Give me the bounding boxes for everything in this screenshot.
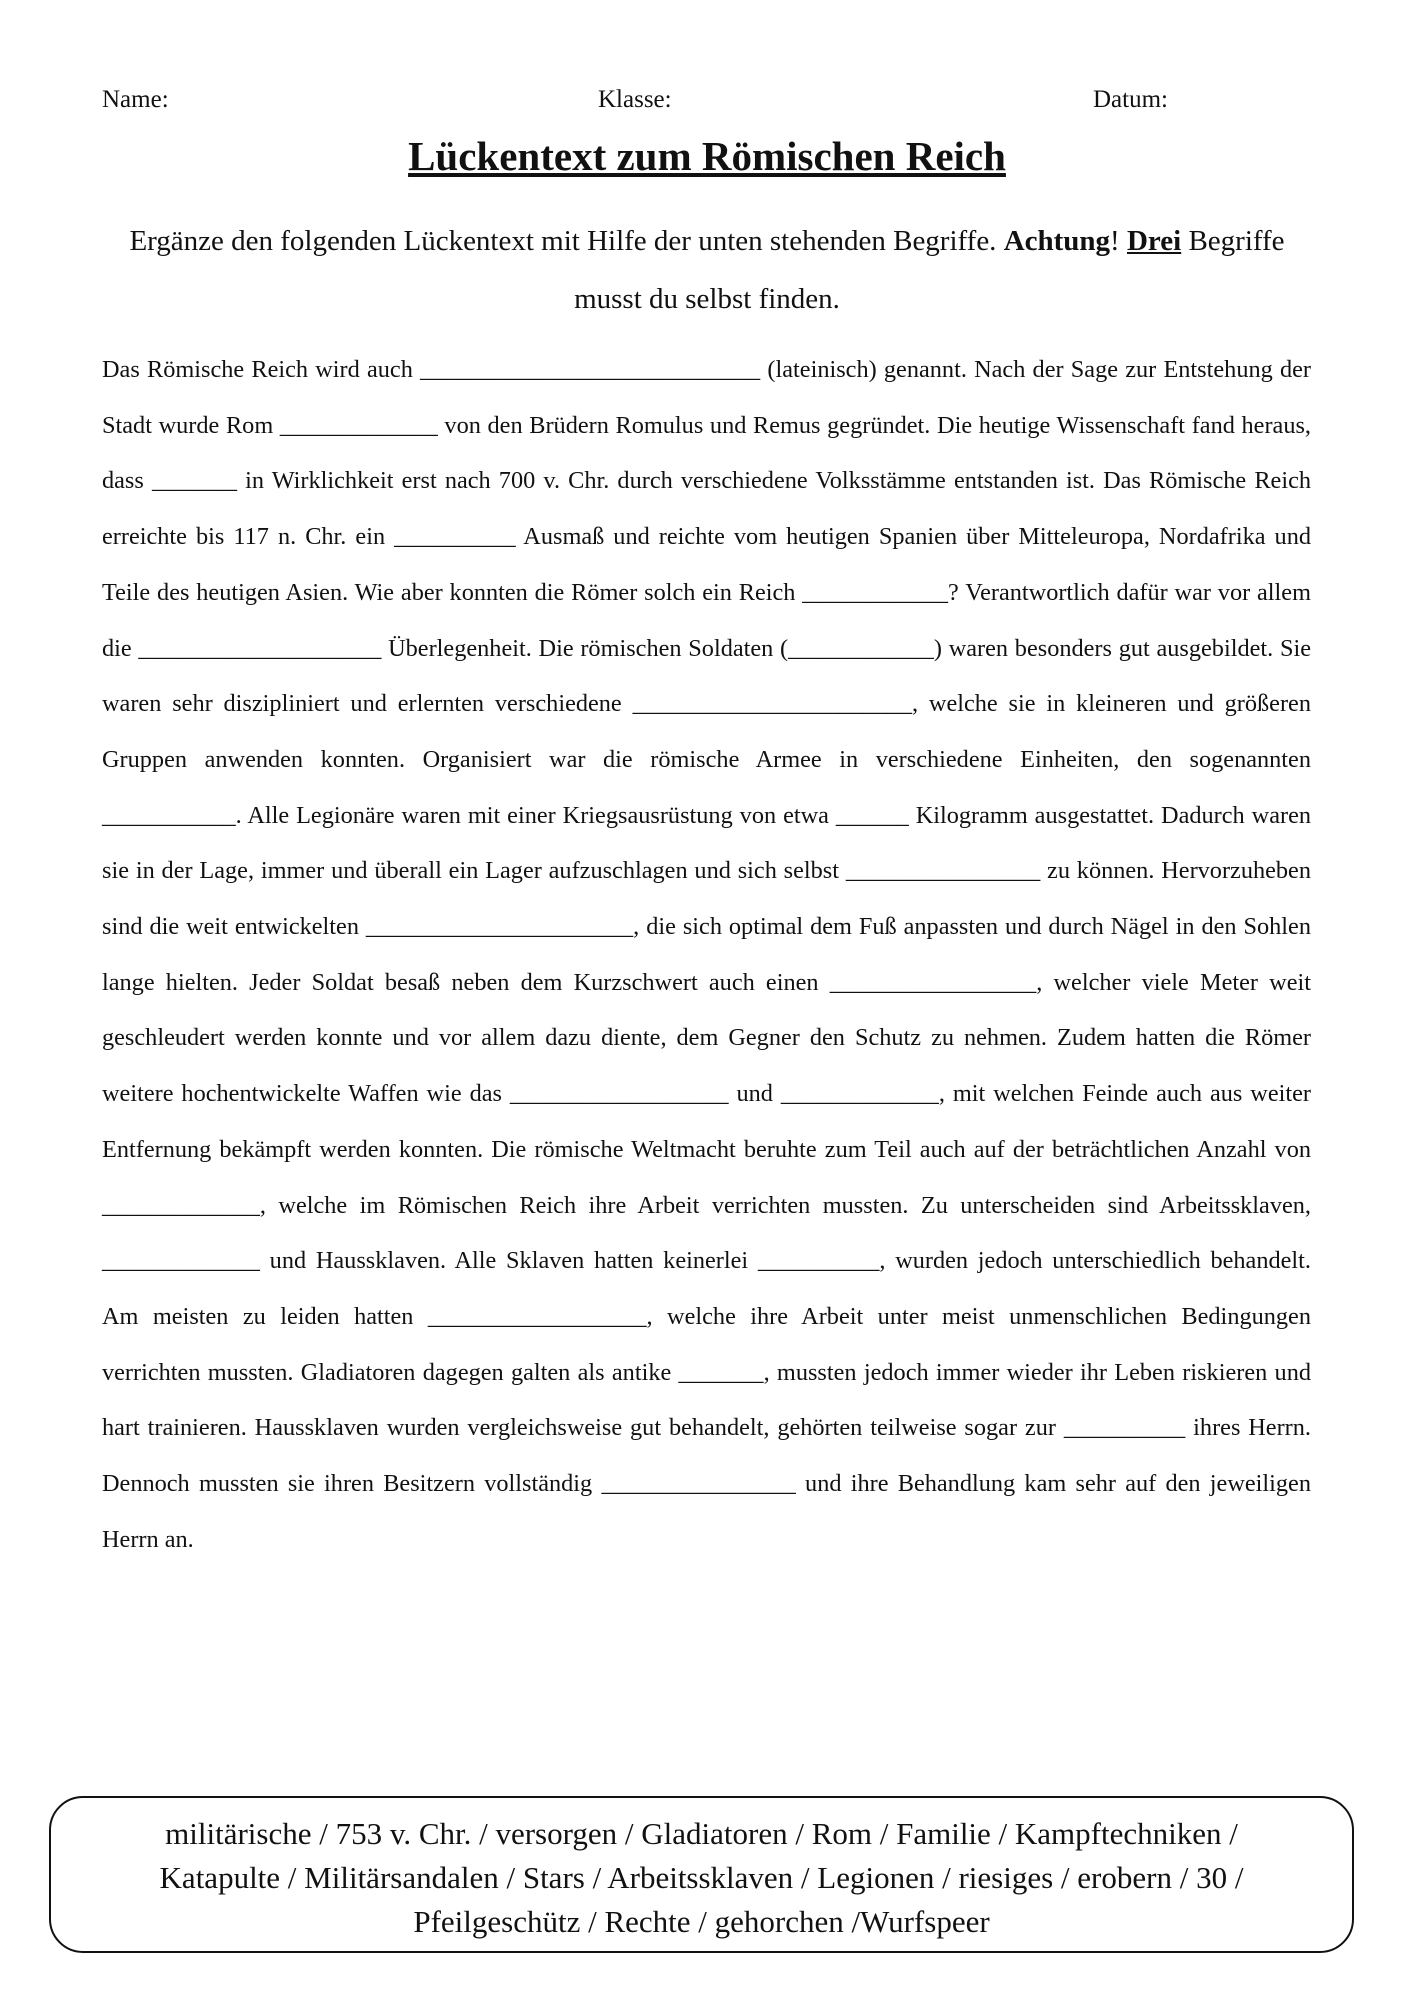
word-bank-line-1: militärische / 753 v. Chr. / versorgen / Gladiatoren / Rom / Familie / Kampftechniken / [165,1816,1238,1851]
header-fields [102,86,1312,120]
instructions-drei: Drei [1126,225,1182,257]
instructions-achtung: Achtung [1003,225,1111,257]
date-label: Datum: [1093,86,1168,113]
word-bank-line-3: Pfeilgeschütz / Rechte / gehorchen /Wurfspeer [413,1904,990,1939]
instructions-text-1: Ergänze den folgenden Lückentext mit Hilfe der unten stehenden Begriffe. [129,225,1004,257]
word-bank-line-2: Katapulte / Militärsandalen / Stars / Arbeitssklaven / Legionen / riesiges / erobern / 30 / [159,1860,1244,1895]
cloze-paragraph: Das Römische Reich wird auch ____________________________ (lateinisch) genannt. Nach der Sage zur Entstehung der Stadt wurde Rom _____________ von den Brüdern Romulus und Remus gegründet. Die heutige Wissenschaft fand heraus, dass _______ in Wirklichkeit erst nach 700 v. Chr. durch verschiedene Volksstämme entstanden ist. Das Römische Reich erreichte bis 117 n. Chr. ein __________ Ausmaß und reichte vom heutigen Spanien über Mitteleuropa, Nordafrika und Teile des heutigen Asien. Wie aber konnten die Römer solch ein Reich ____________? Verantwortlich dafür war vor allem die ____________________ Überlegenheit. Die römischen Soldaten (____________) waren besonders gut ausgebildet. Sie waren sehr diszipliniert und erlernten verschiedene _______________________, welche sie in kleineren und größeren Gruppen anwenden konnten. Organisiert war die römische Armee in verschiedene Einheiten, den sogenannten ___________. Alle Legionäre waren mit einer Kriegsausrüstung von etwa ______ Kilogramm ausgestattet. Dadurch waren sie in der Lage, immer und überall ein Lager aufzuschlagen und sich selbst ________________ zu können. Hervorzuheben sind die weit entwickelten ______________________, die sich optimal dem Fuß anpassten und durch Nägel in den Sohlen lange hielten. Jeder Soldat besaß neben dem Kurzschwert auch einen _________________, welcher viele Meter weit geschleudert werden konnte und vor allem dazu diente, dem Gegner den Schutz zu nehmen. Zudem hatten die Römer weitere hochentwickelte Waffen wie das __________________ und _____________, mit welchen Feinde auch aus weiter Entfernung bekämpft werden konnten. Die römische Weltmacht beruhte zum Teil auch auf der beträchtlichen Anzahl von _____________, welche im Römischen Reich ihre Arbeit verrichten mussten. Zu unterscheiden sind Arbeitssklaven, _____________ und Haussklaven. Alle Sklaven hatten keinerlei __________, wurden jedoch unterschiedlich behandelt. Am meisten zu leiden hatten __________________, welche ihre Arbeit unter meist unmenschlichen Bedingungen verrichten mussten. Gladiatoren dagegen galten als antike _______, mussten jedoch immer wieder ihr Leben riskieren und hart trainieren. Haussklaven wurden vergleichsweise gut behandelt, gehörten teilweise sogar zur __________ ihres Herrn. Dennoch mussten sie ihren Besitzern vollständig ________________ und ihre Behandlung kam sehr auf den jeweiligen Herrn an. [102,356,1311,1553]
word-bank-box [49,1796,1354,1953]
instructions [102,212,1312,328]
instructions-text-2: Begriffe musst du selbst finden. [574,225,1285,315]
instructions-exclamation: ! [1110,225,1127,257]
name-label: Name: [102,86,169,113]
class-label: Klasse: [598,86,672,113]
worksheet-title: Lückentext zum Römischen Reich [408,133,1006,179]
